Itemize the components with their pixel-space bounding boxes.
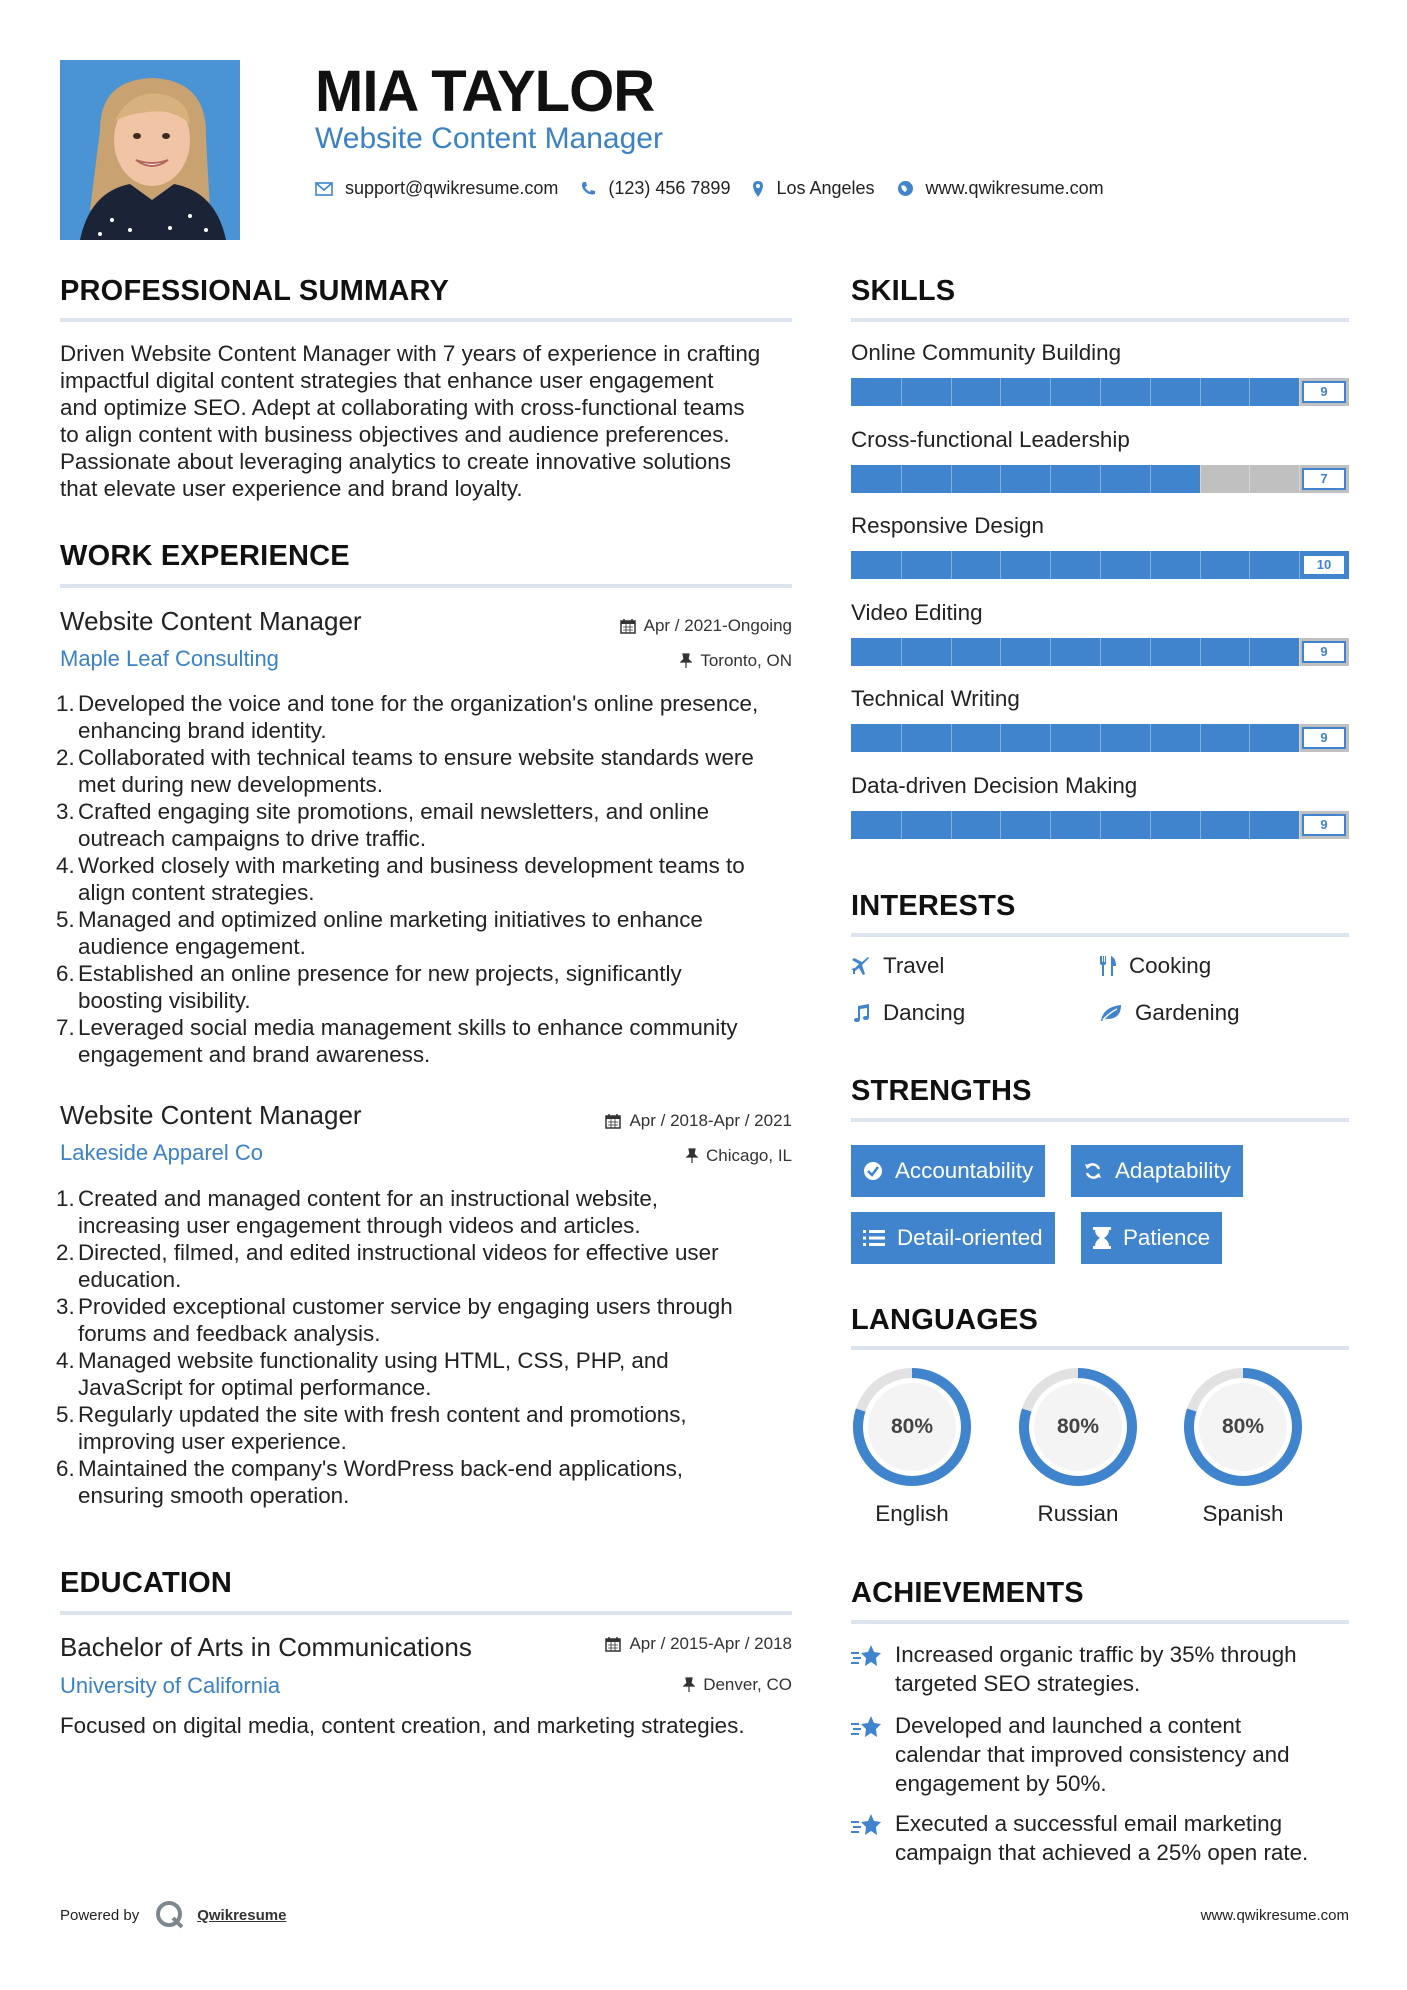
list-item [56,690,800,744]
pushpin-icon [683,1677,695,1693]
pushpin-icon [680,653,692,669]
skill-bar-segment [1249,811,1250,839]
skill-bar-fill [851,638,1299,666]
strength-label: Patience [1123,1225,1211,1250]
skill-bar-segment [1299,378,1300,406]
skill-bar-segment [1299,465,1300,493]
achievement-line: Developed and launched a content [895,1713,1242,1738]
bullet-line: Maintained the company's WordPress back-end applications, [78,1456,683,1481]
skill-bar-fill [851,724,1299,752]
summary-line: to align content with business objectives and audience preferences. [60,422,730,447]
bullet-line: engagement and brand awareness. [78,1042,431,1067]
skill-bar-segment [951,811,952,839]
skill-bar-segment [1200,724,1201,752]
summary-line: and optimize SEO. Adept at collaborating with cross-functional teams [60,395,745,420]
phone-icon [580,181,596,197]
interest-item-dancing [851,1000,965,1026]
strengths-rule [851,1118,1349,1122]
email-text: support@qwikresume.com [345,178,559,198]
achievement-line: Executed a successful email marketing [895,1811,1283,1836]
skill-bar-segment [901,724,902,752]
bullet-line: Managed and optimized online marketing initiatives to enhance [78,907,703,932]
skill-bar [851,551,1349,579]
skill-bar-segment [1200,378,1201,406]
skill-bar-segment [951,638,952,666]
skill-bar-segment [1000,465,1001,493]
list-item [56,1293,800,1347]
bullet-line: forums and feedback analysis. [78,1321,381,1346]
skill-bar-segment [1249,378,1250,406]
job-dates-text: Apr / 2021-Ongoing [643,616,792,635]
summary-line: Passionate about leveraging analytics to create innovative solutions [60,449,731,474]
bullet-number: 2. [56,745,75,770]
bullet-number: 6. [56,1456,75,1481]
bullet-line: Directed, filmed, and edited instructional videos for effective user [78,1240,719,1265]
education-rule [60,1611,792,1615]
check-circle-icon [863,1161,883,1181]
skill-bar-segment [901,638,902,666]
language-percent: 80% [890,1415,934,1438]
job-location-text: Toronto, ON [700,651,792,670]
skill-score: 10 [1302,554,1346,576]
skill-bar-segment [1100,811,1101,839]
language-item [1016,1365,1140,1527]
interest-item-travel [851,953,944,979]
bullet-line: Managed website functionality using HTML, CSS, PHP, and [78,1348,669,1373]
skill-bar-segment [1050,551,1051,579]
job-location-text: Chicago, IL [706,1146,792,1165]
skill-bar-segment [901,378,902,406]
skill-bar-segment [1000,638,1001,666]
leaf-icon [1099,1003,1123,1023]
list-icon [863,1229,885,1247]
strength-label: Accountability [895,1158,1034,1183]
interests-heading: INTERESTS [851,890,1016,922]
job-location [680,651,792,671]
contact-row [315,178,1126,199]
website-text: www.qwikresume.com [925,178,1104,198]
skill-bar-segment [1249,638,1250,666]
strength-badge-detail-oriented [851,1212,1055,1264]
skill-bar-segment [1150,724,1151,752]
interest-label: Dancing [883,1000,966,1025]
skill-bar-segment [1200,551,1201,579]
skill-label: Data-driven Decision Making [851,772,1138,798]
summary-line: that elevate user experience and brand loyalty. [60,476,523,501]
job-bullets [56,1185,800,1509]
strength-label: Adaptability [1115,1158,1231,1183]
skill-bar-segment [1000,551,1001,579]
skill-bar-fill [851,378,1299,406]
footer-website[interactable]: www.qwikresume.com [1200,1907,1349,1924]
achievement-line: targeted SEO strategies. [895,1671,1141,1696]
achievement-line: calendar that improved consistency and [895,1742,1290,1767]
skill-bar-segment [1100,465,1101,493]
company-name: Maple Leaf Consulting [60,646,279,671]
refresh-icon [1083,1161,1103,1181]
skill-bar-segment [1249,724,1250,752]
calendar-icon [605,1113,621,1129]
list-item [56,906,800,960]
envelope-icon [315,182,333,196]
skill-bar-segment [1249,551,1250,579]
skill-bar-fill [851,465,1200,493]
bullet-number: 4. [56,1348,75,1373]
skill-bar-segment [1000,378,1001,406]
education-dates [605,1634,792,1654]
skill-bar-segment [1200,465,1201,493]
achievement-line: Increased organic traffic by 35% through [895,1642,1297,1667]
skill-bar-segment [1100,638,1101,666]
bullet-line: Developed the voice and tone for the organization's online presence, [78,691,759,716]
language-ring [1016,1365,1140,1489]
skill-bar-segment [951,465,952,493]
achievements-heading: ACHIEVEMENTS [851,1577,1084,1609]
bullet-number: 4. [56,853,75,878]
plane-icon [851,956,871,976]
powered-by-text: Powered by [60,1906,140,1924]
interest-item-gardening [1099,1000,1240,1026]
summary-line: Driven Website Content Manager with 7 years of experience in crafting [60,341,761,366]
strength-badge-patience [1081,1212,1222,1264]
achievement-line: engagement by 50%. [895,1771,1107,1796]
list-item [56,1347,800,1401]
language-percent: 80% [1221,1415,1265,1438]
job-title: Website Content Manager [60,606,362,636]
interest-label: Travel [883,953,945,978]
skill-bar-segment [1299,724,1300,752]
bullet-number: 5. [56,1402,75,1427]
language-ring [1181,1365,1305,1489]
list-item [56,1455,800,1509]
skill-bar-segment [1050,724,1051,752]
job-title: Website Content Manager [60,1100,362,1130]
skill-bar-fill [851,811,1299,839]
skill-bar-segment [1150,378,1151,406]
achievement-item [851,1640,1351,1698]
skill-bar-segment [1249,465,1250,493]
pushpin-icon [686,1148,698,1164]
bullet-line: Crafted engaging site promotions, email newsletters, and online [78,799,710,824]
skill-score: 9 [1302,381,1346,403]
job-bullets [56,690,800,1068]
skill-bar [851,638,1349,666]
languages-heading: LANGUAGES [851,1304,1039,1336]
education-description: Focused on digital media, content creation, and marketing strategies. [60,1713,745,1738]
shooting-star-icon [851,1642,883,1670]
shooting-star-icon [851,1811,883,1839]
bullet-line: boosting visibility. [78,988,251,1013]
utensils-icon [1099,955,1117,977]
footer-powered-by [60,1900,286,1930]
skill-bar [851,724,1349,752]
skill-bar-segment [901,811,902,839]
bullet-number: 3. [56,799,75,824]
location-text: Los Angeles [776,178,875,198]
skill-score: 7 [1302,468,1346,490]
contact-phone[interactable] [580,178,730,199]
bullet-line: Established an online presence for new projects, significantly [78,961,682,986]
skill-label: Responsive Design [851,513,1044,538]
shooting-star-icon [851,1713,883,1741]
interest-label: Cooking [1129,953,1212,978]
summary-text [60,340,800,502]
education-heading: EDUCATION [60,1567,233,1599]
skill-bar [851,465,1349,493]
skill-bar-segment [1050,465,1051,493]
bullet-number: 7. [56,1015,75,1040]
achievement-item [851,1711,1351,1798]
bullet-line: met during new developments. [78,772,383,797]
bullet-number: 1. [56,1186,75,1211]
skills-rule [851,318,1349,322]
skill-bar-segment [1050,811,1051,839]
strength-badge-accountability [851,1145,1045,1197]
skill-bar-segment [1299,811,1300,839]
skill-bar-segment [1299,638,1300,666]
skill-bar-segment [901,465,902,493]
skill-bar [851,811,1349,839]
bullet-line: audience engagement. [78,934,306,959]
list-item [56,1014,800,1068]
degree-title: Bachelor of Arts in Communications [60,1632,472,1662]
candidate-name: MIA TAYLOR [315,59,655,124]
candidate-role: Website Content Manager [315,122,663,155]
hourglass-icon [1093,1227,1111,1249]
bullet-line: outreach campaigns to drive traffic. [78,826,427,851]
list-item [56,1239,800,1293]
calendar-icon [620,618,636,634]
bullet-line: Created and managed content for an instructional website, [78,1186,659,1211]
bullet-number: 3. [56,1294,75,1319]
language-percent: 80% [1056,1415,1100,1438]
bullet-number: 1. [56,691,75,716]
bullet-line: Provided exceptional customer service by engaging users through [78,1294,733,1319]
skill-bar-segment [1050,638,1051,666]
bullet-line: education. [78,1267,182,1292]
bullet-number: 2. [56,1240,75,1265]
contact-email[interactable] [315,178,558,199]
skill-bar-segment [1100,378,1101,406]
interest-label: Gardening [1135,1000,1240,1025]
bullet-line: ensuring smooth operation. [78,1483,350,1508]
skill-bar-segment [1100,724,1101,752]
experience-rule [60,584,792,588]
job-location [686,1146,792,1166]
skill-bar-segment [1100,551,1101,579]
bullet-line: enhancing brand identity. [78,718,327,743]
achievement-item [851,1809,1351,1867]
skill-bar-segment [1200,638,1201,666]
skill-bar-segment [951,378,952,406]
qwikresume-logo-icon [155,1900,185,1930]
company-name: Lakeside Apparel Co [60,1140,264,1165]
language-item [1181,1365,1305,1527]
skill-label: Cross-functional Leadership [851,426,1130,452]
skill-bar-segment [1000,811,1001,839]
music-icon [851,1003,871,1023]
list-item [56,960,800,1014]
summary-heading: PROFESSIONAL SUMMARY [60,275,450,307]
skill-bar [851,378,1349,406]
language-name: English [875,1501,949,1526]
bullet-line: improving user experience. [78,1429,347,1454]
skill-bar-segment [1000,724,1001,752]
skill-label: Technical Writing [851,686,1020,711]
skill-score: 9 [1302,641,1346,663]
experience-heading: WORK EXPERIENCE [60,540,350,572]
skills-heading: SKILLS [851,275,956,307]
skill-score: 9 [1302,814,1346,836]
summary-line: impactful digital content strategies that enhance user engagement [60,368,714,393]
list-item [56,1185,800,1239]
skill-bar-segment [1150,811,1151,839]
skill-bar-segment [951,551,952,579]
contact-location [752,178,874,199]
language-item [850,1365,974,1527]
interest-item-cooking [1099,953,1211,979]
bullet-line: Worked closely with marketing and business development teams to [78,853,745,878]
skill-label: Video Editing [851,599,983,625]
job-dates-text: Apr / 2018-Apr / 2021 [629,1111,792,1130]
skill-bar-segment [1150,465,1151,493]
list-item [56,1401,800,1455]
skill-bar-segment [1299,551,1300,579]
education-location-text: Denver, CO [703,1675,792,1694]
education-dates-text: Apr / 2015-Apr / 2018 [629,1634,792,1653]
skill-bar-segment [1200,811,1201,839]
skill-bar-segment [901,551,902,579]
skill-bar-segment [951,724,952,752]
skill-score: 9 [1302,727,1346,749]
strength-badge-adaptability [1071,1145,1243,1197]
calendar-icon [605,1636,621,1652]
bullet-line: Collaborated with technical teams to ensure website standards were [78,745,754,770]
bullet-line: JavaScript for optimal performance. [78,1375,432,1400]
language-name: Russian [1037,1501,1119,1526]
achievements-rule [851,1620,1349,1624]
school-name: University of California [60,1673,281,1698]
contact-website[interactable] [897,178,1104,199]
language-name: Spanish [1202,1501,1284,1526]
skill-label: Online Community Building [851,340,1122,365]
strengths-heading: STRENGTHS [851,1075,1032,1107]
profile-photo [60,60,240,240]
skill-bar-segment [1150,638,1151,666]
skill-bar-segment [1150,551,1151,579]
education-location [683,1675,792,1695]
bullet-line: Leveraged social media management skills to enhance community [78,1015,738,1040]
bullet-number: 5. [56,907,75,932]
summary-rule [60,318,792,322]
list-item [56,744,800,798]
bullet-number: 6. [56,961,75,986]
skill-bar-segment [1050,378,1051,406]
job-dates [620,616,792,636]
qwikresume-link[interactable]: Qwikresume [197,1906,287,1924]
bullet-line: align content strategies. [78,880,315,905]
bullet-line: Regularly updated the site with fresh content and promotions, [78,1402,687,1427]
list-item [56,852,800,906]
job-dates [605,1111,792,1131]
phone-text: (123) 456 7899 [608,178,731,198]
strength-label: Detail-oriented [897,1225,1043,1250]
interests-rule [851,933,1349,937]
language-ring [850,1365,974,1489]
globe-icon [897,180,914,197]
list-item [56,798,800,852]
languages-rule [851,1346,1349,1350]
map-pin-icon [752,180,764,198]
bullet-line: increasing user engagement through videos and articles. [78,1213,641,1238]
achievement-line: campaign that achieved a 25% open rate. [895,1840,1309,1865]
